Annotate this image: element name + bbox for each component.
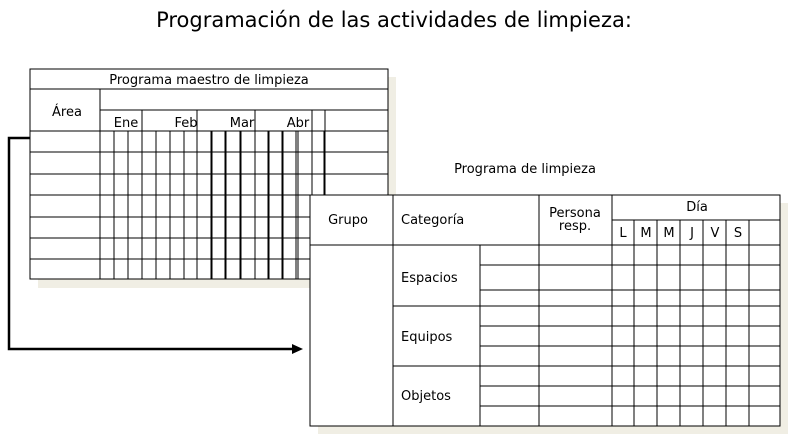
day-label: M — [663, 226, 675, 241]
page-title: Programación de las actividades de limpieza: — [156, 8, 632, 32]
day-label: J — [690, 226, 694, 241]
category-label: Equipos — [401, 330, 453, 345]
table-frame — [310, 195, 780, 426]
person-header: Persona — [549, 206, 601, 221]
day-header: Día — [686, 200, 708, 215]
month-label: Abr — [286, 116, 310, 131]
category-label: Objetos — [401, 389, 451, 404]
month-label: Ene — [113, 116, 139, 131]
cleaning-schedule-table — [310, 162, 788, 434]
category-label: Espacios — [401, 271, 458, 286]
day-label: V — [710, 226, 720, 241]
month-label: Feb — [174, 116, 198, 131]
group-header: Grupo — [328, 213, 368, 228]
person-header: resp. — [558, 219, 592, 234]
day-label: M — [640, 226, 652, 241]
month-label: Mar — [229, 116, 255, 131]
arrow-head — [292, 344, 303, 354]
day-label: S — [733, 226, 743, 241]
area-header: Área — [52, 105, 82, 120]
cleaning-table-caption: Programa de limpieza — [454, 162, 596, 177]
master-table-title: Programa maestro de limpieza — [109, 73, 309, 88]
day-label: L — [619, 226, 627, 241]
category-header: Categoría — [401, 213, 465, 228]
